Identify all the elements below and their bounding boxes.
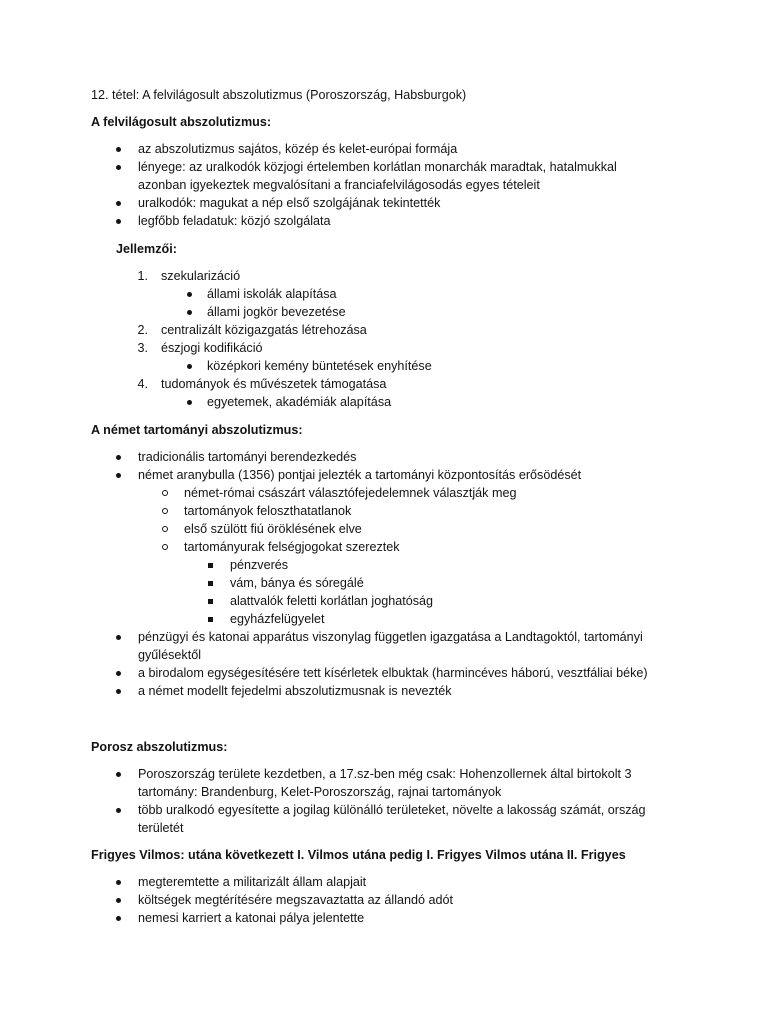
bullet-marker bbox=[116, 671, 121, 676]
list-item: az abszolutizmus sajátos, közép és kelet-európai formája bbox=[138, 142, 458, 156]
sub-sub-item: egyházfelügyelet bbox=[230, 612, 325, 626]
list-item: nemesi karriert a katonai pálya jelentette bbox=[138, 911, 365, 925]
sub-sub-item: pénzverés bbox=[230, 558, 289, 572]
sub-item: állami iskolák alapítása bbox=[207, 287, 337, 301]
bullet-marker bbox=[187, 364, 192, 369]
square-bullet-marker bbox=[208, 617, 213, 622]
list-item: több uralkodó egyesítette a jogilag különálló területeket, növelte a lakosság számát, ország bbox=[138, 803, 646, 817]
bullet-marker bbox=[187, 292, 192, 297]
sub-item: német-római császárt választófejedelemnek választják meg bbox=[184, 486, 517, 500]
bullet-marker bbox=[116, 689, 121, 694]
section-heading-nemet: A német tartományi abszolutizmus: bbox=[91, 423, 303, 437]
list-item: a birodalom egységesítésére tett kísérletek elbuktak (harmincéves háború, vesztfáliai béke) bbox=[138, 666, 648, 680]
bullet-marker bbox=[116, 165, 121, 170]
list-item: Poroszország területe kezdetben, a 17.sz-ben még csak: Hohenzollernek által birtokolt 3 bbox=[138, 767, 632, 781]
circle-bullet-marker bbox=[162, 544, 168, 550]
sub-item: állami jogkör bevezetése bbox=[207, 305, 346, 319]
bullet-marker bbox=[116, 916, 121, 921]
bullet-marker bbox=[116, 455, 121, 460]
bullet-marker bbox=[116, 219, 121, 224]
list-item-continuation: azonban igyekeztek megvalósítani a franciafelvilágosodás egyes tételeit bbox=[138, 178, 540, 192]
list-item: a német modellt fejedelmi abszolutizmusnak is nevezték bbox=[138, 684, 452, 698]
bullet-marker bbox=[116, 473, 121, 478]
subheading-jellemzoi: Jellemzői: bbox=[116, 242, 177, 256]
circle-bullet-marker bbox=[162, 490, 168, 496]
sub-sub-item: alattvalók feletti korlátlan joghatóság bbox=[230, 594, 434, 608]
square-bullet-marker bbox=[208, 599, 213, 604]
section-heading-felvilagosult: A felvilágosult abszolutizmus: bbox=[91, 115, 272, 129]
list-item: pénzügyi és katonai apparátus viszonylag független igazgatása a Landtagoktól, tartományi bbox=[138, 630, 643, 644]
list-item: legfőbb feladatuk: közjó szolgálata bbox=[138, 214, 331, 228]
list-item: megteremtette a militarizált állam alapjait bbox=[138, 875, 367, 889]
square-bullet-marker bbox=[208, 563, 213, 568]
square-bullet-marker bbox=[208, 581, 213, 586]
bullet-marker bbox=[116, 772, 121, 777]
list-item-continuation: tartomány: Brandenburg, Kelet-Poroszország, rajnai tartományok bbox=[138, 785, 502, 799]
list-item: költségek megtérítésére megszavaztatta az állandó adót bbox=[138, 893, 454, 907]
circle-bullet-marker bbox=[162, 508, 168, 514]
sub-sub-item: vám, bánya és sóregálé bbox=[230, 576, 364, 590]
numbered-item: észjogi kodifikáció bbox=[161, 341, 263, 355]
numbered-item: szekularizáció bbox=[161, 269, 241, 283]
list-number: 3. bbox=[137, 341, 148, 355]
section-heading-porosz: Porosz abszolutizmus: bbox=[91, 740, 228, 754]
list-number: 4. bbox=[137, 377, 148, 391]
bullet-marker bbox=[116, 898, 121, 903]
sub-item: tartományok feloszthatatlanok bbox=[184, 504, 352, 518]
list-item: tradicionális tartományi berendezkedés bbox=[138, 450, 357, 464]
bullet-marker bbox=[187, 310, 192, 315]
bullet-marker bbox=[187, 400, 192, 405]
sub-item: középkori kemény büntetések enyhítése bbox=[207, 359, 432, 373]
list-item-continuation: területét bbox=[138, 821, 184, 835]
bullet-marker bbox=[116, 201, 121, 206]
list-item-continuation: gyűlésektől bbox=[138, 648, 202, 662]
document-title: 12. tétel: A felvilágosult abszolutizmus (Poroszország, Habsburgok) bbox=[91, 88, 467, 102]
list-item: uralkodók: magukat a nép első szolgájának tekintették bbox=[138, 196, 441, 210]
sub-item: egyetemek, akadémiák alapítása bbox=[207, 395, 392, 409]
bullet-marker bbox=[116, 808, 121, 813]
numbered-item: centralizált közigazgatás létrehozása bbox=[161, 323, 367, 337]
bullet-marker bbox=[116, 147, 121, 152]
section-heading-frigyes: Frigyes Vilmos: utána következett I. Vilmos utána pedig I. Frigyes Vilmos utána II. Frigyes bbox=[91, 848, 626, 862]
list-number: 1. bbox=[137, 269, 148, 283]
circle-bullet-marker bbox=[162, 526, 168, 532]
list-item: német aranybulla (1356) pontjai jelezték a tartományi központosítás erősödését bbox=[138, 468, 582, 482]
bullet-marker bbox=[116, 880, 121, 885]
list-number: 2. bbox=[137, 323, 148, 337]
sub-item: tartományurak felségjogokat szereztek bbox=[184, 540, 400, 554]
sub-item: első szülött fiú öröklésének elve bbox=[184, 522, 362, 536]
bullet-marker bbox=[116, 635, 121, 640]
numbered-item: tudományok és művészetek támogatása bbox=[161, 377, 387, 391]
list-item: lényege: az uralkodók közjogi értelemben korlátlan monarchák maradtak, hatalmukkal bbox=[138, 160, 617, 174]
